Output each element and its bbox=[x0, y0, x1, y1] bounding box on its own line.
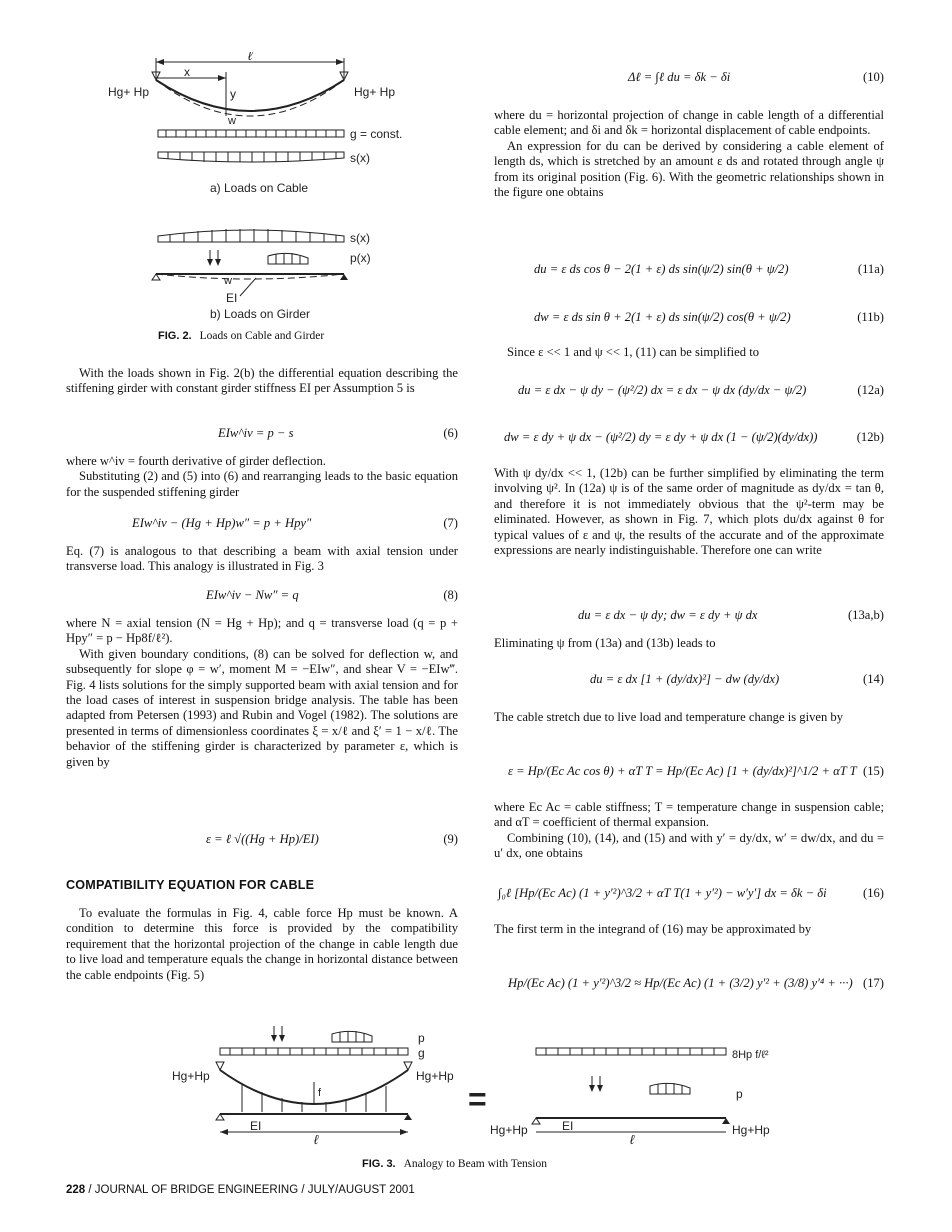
figure-3-caption-label: FIG. 3. bbox=[362, 1158, 396, 1170]
figure-3-diagram bbox=[172, 1020, 782, 1146]
page-number: 228 bbox=[66, 1184, 86, 1196]
left-para-7-text: To evaluate the formulas in Fig. 4, cable force Hp must be known. A condition to determine this force is provided by the compatibility requirement that the horizontal projection of the change in cable length due to live load and temperature equals the change in horizontal distance between the cable endpoints (Fig. 5) bbox=[66, 906, 458, 982]
figure-2-diagram bbox=[108, 52, 408, 324]
fig2-w-b-label: w bbox=[224, 275, 232, 287]
equation-15-body: ε = Hp/(Ec Ac cos θ) + αT T = Hp/(Ec Ac) [1 + (dy/dx)²]^1/2 + αT T bbox=[508, 764, 857, 778]
equation-8-body: EIw^iv − Nw″ = q bbox=[206, 588, 299, 602]
left-para-2-text: where w^iv = fourth derivative of girder deflection. bbox=[66, 454, 326, 468]
right-para-2-text: An expression for du can be derived by considering a cable element of length ds, which is stretched by an amount ε ds and rotated through angle ψ from its original position (Fig. 6). With the geometric relationships shown in the figure one obtains bbox=[494, 138, 884, 200]
equation-7-number: (7) bbox=[443, 516, 458, 530]
equation-17-body: Hp/(Ec Ac) (1 + y′²)^3/2 ≈ Hp/(Ec Ac) (1 + (3/2) y′² + (3/8) y′⁴ + ···) bbox=[508, 976, 853, 990]
equation-16-number: (16) bbox=[863, 886, 884, 900]
fig2-g-const-label: g = const. bbox=[350, 127, 403, 141]
fig2-w-label: w bbox=[228, 115, 236, 127]
fig3-f-label: f bbox=[318, 1087, 322, 1099]
right-para-3 bbox=[494, 345, 884, 360]
fig3-span-right-label: ℓ bbox=[630, 1132, 635, 1146]
right-para-7-text: where Ec Ac = cable stiffness; T = temperature change in suspension cable; and αT = coefficient of thermal expansion. bbox=[494, 800, 884, 830]
left-para-1 bbox=[66, 366, 458, 397]
fig2-px-label: p(x) bbox=[350, 251, 371, 265]
right-para-9-text: The first term in the integrand of (16) may be approximated by bbox=[494, 922, 812, 936]
right-para-7 bbox=[494, 800, 884, 862]
journal-info: / JOURNAL OF BRIDGE ENGINEERING / JULY/AUGUST 2001 bbox=[88, 1184, 415, 1196]
right-para-4 bbox=[494, 466, 884, 558]
fig3-p-right-label: p bbox=[736, 1087, 743, 1101]
equation-9-number: (9) bbox=[443, 832, 458, 846]
fig2-sx-a-label: s(x) bbox=[350, 151, 370, 165]
fig2-subcaption-a: a) Loads on Cable bbox=[210, 181, 309, 195]
equation-12b-body: dw = ε dy + ψ dx − (ψ²/2) dy = ε dy + ψ dx (1 − (ψ/2)(dy/dx)) bbox=[504, 430, 818, 444]
right-para-1 bbox=[494, 108, 884, 200]
left-para-5-text: where N = axial tension (N = Hg + Hp); and q = transverse load (q = p + Hpy″ = p − Hp8f/ℓ²). bbox=[66, 616, 458, 646]
fig2-subcaption-b: b) Loads on Girder bbox=[210, 307, 311, 321]
left-para-4-text: Eq. (7) is analogous to that describing a beam with axial tension under transverse load. This analogy is illustrated in Fig. 3 bbox=[66, 544, 458, 574]
fig2-span-label: ℓ bbox=[248, 52, 253, 63]
fig3-span-label: ℓ bbox=[314, 1132, 319, 1146]
figure-2-caption-label: FIG. 2. bbox=[158, 330, 192, 342]
left-para-4 bbox=[66, 544, 458, 575]
fig3-ei-label: EI bbox=[250, 1119, 262, 1133]
left-para-2 bbox=[66, 454, 458, 500]
page-footer bbox=[66, 1184, 415, 1196]
equation-17-number: (17) bbox=[863, 976, 884, 990]
right-para-1-text: where du = horizontal projection of change in cable length of a differential cable element; and δi and δk = horizontal displacement of cable endpoints. bbox=[494, 108, 884, 138]
equation-13-body: du = ε dx − ψ dy; dw = ε dy + ψ dx bbox=[578, 608, 758, 622]
fig2-left-force: Hg+ Hp bbox=[108, 85, 150, 99]
section-heading-compatibility: COMPATIBILITY EQUATION FOR CABLE bbox=[66, 878, 315, 892]
left-para-1-text: With the loads shown in Fig. 2(b) the differential equation describing the stiffening girder with constant girder stiffness EI per Assumption 5 is bbox=[66, 366, 458, 396]
fig2-right-force: Hg+ Hp bbox=[354, 85, 396, 99]
right-para-5-text: Eliminating ψ from (13a) and (13b) leads to bbox=[494, 636, 716, 650]
equation-11a-body: du = ε ds cos θ − 2(1 + ε) ds sin(ψ/2) sin(θ + ψ/2) bbox=[534, 262, 789, 276]
equation-10-number: (10) bbox=[863, 70, 884, 84]
equation-12a-number: (12a) bbox=[857, 383, 884, 397]
figure-2-caption bbox=[158, 330, 324, 342]
equation-11b-number: (11b) bbox=[857, 310, 884, 324]
right-para-6 bbox=[494, 710, 884, 725]
equation-12a-body: du = ε dx − ψ dy − (ψ²/2) dx = ε dx − ψ dx (dy/dx − ψ/2) bbox=[518, 383, 807, 397]
equation-13-number: (13a,b) bbox=[847, 608, 884, 622]
figure-2-caption-text: Loads on Cable and Girder bbox=[199, 330, 325, 342]
equation-10-body: Δℓ = ∫ℓ du = δk − δi bbox=[628, 70, 731, 84]
right-para-3-text: Since ε << 1 and ψ << 1, (11) can be simplified to bbox=[507, 345, 760, 359]
fig3-ei-right-label: EI bbox=[562, 1119, 574, 1133]
right-para-9 bbox=[494, 922, 884, 937]
fig3-left-force-right: Hg+Hp bbox=[490, 1123, 528, 1137]
right-para-6-text: The cable stretch due to live load and temperature change is given by bbox=[494, 710, 843, 724]
fig2-x-label: x bbox=[184, 65, 190, 79]
equation-6-number: (6) bbox=[443, 426, 458, 440]
fig2-y-label: y bbox=[230, 87, 236, 101]
figure-3-caption-text: Analogy to Beam with Tension bbox=[403, 1158, 547, 1170]
equation-8-number: (8) bbox=[443, 588, 458, 602]
equation-14-number: (14) bbox=[863, 672, 884, 686]
equation-12b-number: (12b) bbox=[856, 430, 884, 444]
right-para-4-text: With ψ dy/dx << 1, (12b) can be further simplified by eliminating the term involving ψ². In (12a) ψ is of the same order of magnitude as dy/dx = tan θ, and therefore it is not immediately obvious that the ψ²-term may be eliminated. However, as shown in Fig. 7, which plots du/dx against θ for typical values of ε and ψ, the results of the accurate and of the approximate expressions are nearly indistinguishable. Therefore one can write bbox=[494, 466, 884, 558]
equation-9-body: ε = ℓ √((Hg + Hp)/EI) bbox=[206, 832, 319, 846]
fig3-p-label: p bbox=[418, 1031, 425, 1045]
equation-14-body: du = ε dx [1 + (dy/dx)²] − dw (dy/dx) bbox=[590, 672, 780, 686]
equation-11a-number: (11a) bbox=[857, 262, 884, 276]
equation-6-body: EIw^iv = p − s bbox=[218, 426, 294, 440]
equation-11b-body: dw = ε ds sin θ + 2(1 + ε) ds sin(ψ/2) cos(θ + ψ/2) bbox=[534, 310, 791, 324]
left-para-6-text: With given boundary conditions, (8) can be solved for deflection w, and subsequently for slope φ = w′, moment M = −EIw″, and shear V = −EIw‴. Fig. 4 lists solutions for the simply supported beam with axial tension and for the load cases of interest in suspension bridge analysis. The table has been adapted from Petersen (1993) and Rubin and Vogel (1982). The solutions are presented in terms of dimensionless coordinates ξ = x/ℓ and ξ′ = 1 − x/ℓ. The behavior of the stiffening girder is characterized by parameter ε, which is given by bbox=[66, 646, 458, 769]
right-para-5 bbox=[494, 636, 884, 651]
right-para-8-text: Combining (10), (14), and (15) and with y′ = dy/dx, w′ = dw/dx, and du = u′ dx, one obtains bbox=[494, 830, 884, 861]
fig2-ei-label: EI bbox=[226, 291, 238, 305]
fig2-sx-b-label: s(x) bbox=[350, 231, 370, 245]
left-para-5 bbox=[66, 616, 458, 770]
fig3-right-force: Hg+Hp bbox=[416, 1069, 454, 1083]
fig3-right-force-right: Hg+Hp bbox=[732, 1123, 770, 1137]
fig3-equals-sign: = bbox=[468, 1081, 487, 1117]
equation-7-body: EIw^iv − (Hg + Hp)w″ = p + Hpy″ bbox=[132, 516, 312, 530]
equation-16-body: ∫₀ℓ [Hp/(Ec Ac) (1 + y′²)^3/2 + αT T(1 + y′²) − w′y′] dx = δk − δi bbox=[498, 886, 827, 900]
fig3-g-label: g bbox=[418, 1046, 425, 1060]
left-para-7 bbox=[66, 906, 458, 983]
equation-15-number: (15) bbox=[863, 764, 884, 778]
left-para-3-text: Substituting (2) and (5) into (6) and rearranging leads to the basic equation for the suspended stiffening girder bbox=[66, 469, 458, 499]
fig3-left-force: Hg+Hp bbox=[172, 1069, 210, 1083]
fig3-8hp-load-label: 8Hp f/ℓ² bbox=[732, 1049, 769, 1061]
figure-3-caption bbox=[362, 1158, 547, 1170]
